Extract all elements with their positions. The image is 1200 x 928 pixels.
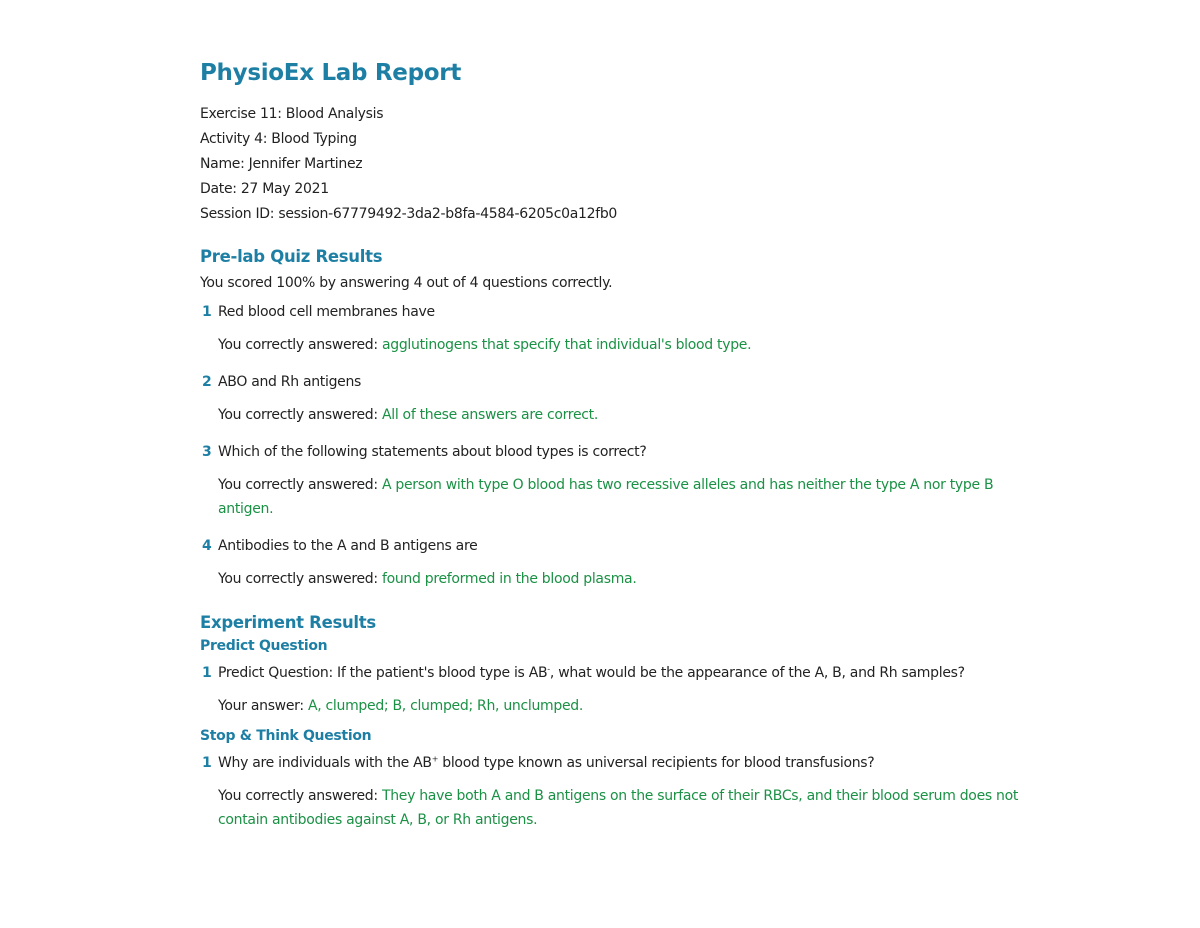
session-id-line: Session ID: session-67779492-3da2-b8fa-4584-6205c0a12fb0 <box>200 206 618 222</box>
stop-think-question <box>200 752 1020 832</box>
stop-think-question-title: Stop & Think Question <box>200 728 372 744</box>
prelab-section-title: Pre-lab Quiz Results <box>200 247 383 266</box>
answer-label: You correctly answered: <box>218 337 382 353</box>
question-text-part: blood type known as universal recipients for blood transfusions? <box>438 755 875 771</box>
answer-label: You correctly answered: <box>218 477 382 493</box>
question-text <box>218 752 1020 774</box>
predict-question <box>200 662 1020 718</box>
question-number: 2 <box>202 374 212 390</box>
question-answer <box>218 333 1020 357</box>
question-superscript: - <box>547 664 550 674</box>
answer-value: found preformed in the blood plasma. <box>381 571 637 587</box>
predict-question-title: Predict Question <box>200 638 328 654</box>
question-text <box>218 662 1020 684</box>
prelab-question <box>200 535 1020 591</box>
question-number: 1 <box>202 304 212 320</box>
question-number: 3 <box>202 444 212 460</box>
question-text-part: Predict Question: If the patient's blood type is AB <box>218 665 548 681</box>
question-answer <box>218 567 1020 591</box>
date-line: Date: 27 May 2021 <box>200 181 329 197</box>
answer-label: Your answer: <box>218 698 308 714</box>
activity-line: Activity 4: Blood Typing <box>200 131 357 147</box>
answer-value: A person with type O blood has two recessive alleles and has neither the type A nor type B antigen. <box>218 477 994 517</box>
question-text: Antibodies to the A and B antigens are <box>218 538 478 554</box>
question-number: 1 <box>202 755 212 771</box>
prelab-question <box>200 371 1020 427</box>
lab-report-page <box>200 60 1020 832</box>
question-answer <box>218 694 1020 718</box>
question-text: ABO and Rh antigens <box>218 374 362 390</box>
question-text: Red blood cell membranes have <box>218 304 435 320</box>
question-text-part: , what would be the appearance of the A, B, and Rh samples? <box>549 665 965 681</box>
exercise-line: Exercise 11: Blood Analysis <box>200 106 384 122</box>
answer-value: A, clumped; B, clumped; Rh, unclumped. <box>307 698 584 714</box>
question-number: 4 <box>202 538 212 554</box>
question-answer <box>218 473 1020 521</box>
answer-label: You correctly answered: <box>218 788 382 804</box>
answer-label: You correctly answered: <box>218 407 382 423</box>
answer-value: All of these answers are correct. <box>381 407 599 423</box>
answer-label: You correctly answered: <box>218 571 382 587</box>
question-answer <box>218 403 1020 427</box>
prelab-score: You scored 100% by answering 4 out of 4 questions correctly. <box>200 275 613 291</box>
report-title: PhysioEx Lab Report <box>200 60 462 86</box>
answer-value: They have both A and B antigens on the surface of their RBCs, and their blood serum does not contain antibodies against A, B, or Rh antigens. <box>218 788 1019 828</box>
name-line: Name: Jennifer Martinez <box>200 156 363 172</box>
prelab-question <box>200 441 1020 521</box>
question-number: 1 <box>202 665 212 681</box>
question-text-part: Why are individuals with the AB <box>218 755 432 771</box>
question-answer <box>218 784 1020 832</box>
experiment-section-title: Experiment Results <box>200 613 376 632</box>
prelab-question <box>200 301 1020 357</box>
question-superscript: + <box>431 754 439 764</box>
answer-value: agglutinogens that specify that individual's blood type. <box>381 337 752 353</box>
question-text: Which of the following statements about blood types is correct? <box>218 444 647 460</box>
